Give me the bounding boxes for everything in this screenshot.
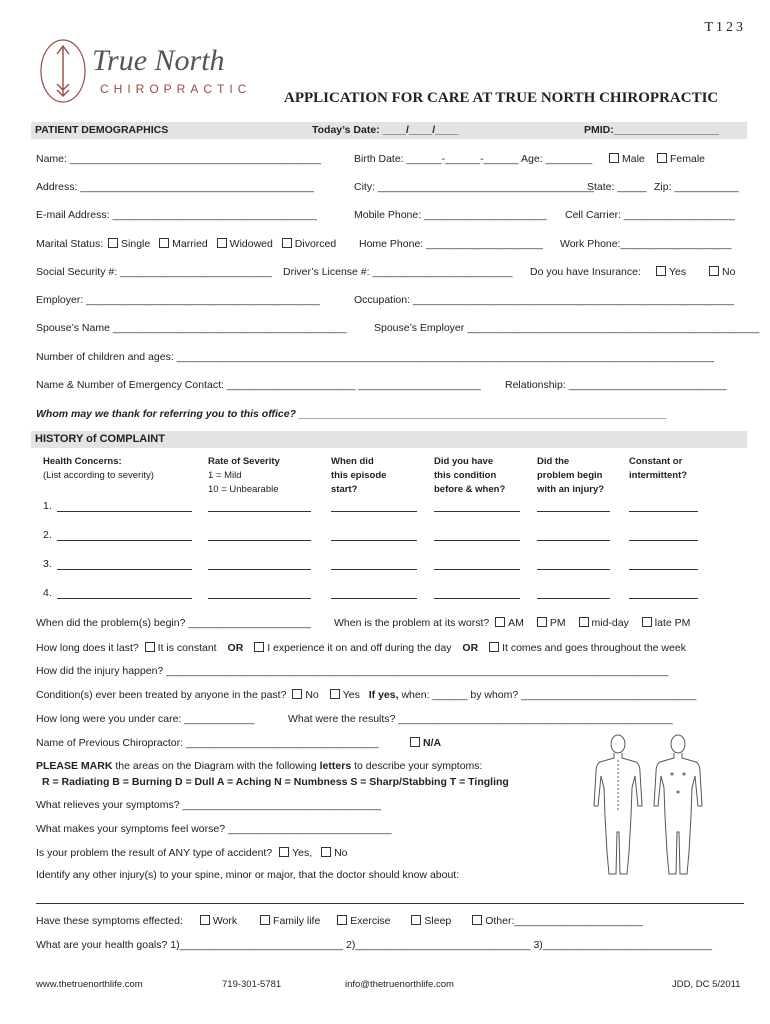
history-row-number: 2. [43, 529, 52, 541]
history-header: HISTORY of COMPLAINT [35, 433, 165, 445]
exercise-checkbox[interactable]: Exercise [323, 915, 390, 927]
body-diagram-icon[interactable] [588, 732, 708, 884]
page-title: APPLICATION FOR CARE AT TRUE NORTH CHIROPRACTIC [284, 90, 719, 106]
email-field[interactable]: E-mail Address: ___________________________________ [36, 209, 317, 221]
history-row-2-col-5-field[interactable] [537, 540, 610, 541]
demographics-header: PATIENT DEMOGRAPHICS [35, 124, 169, 136]
male-label: Male [622, 153, 645, 165]
history-row-4-col-5-field[interactable] [537, 598, 610, 599]
problem-worst-question: When is the problem at its worst? AM PM mid-day late PM [334, 617, 691, 629]
history-row-number: 1. [43, 500, 52, 512]
symptoms-effected-question: Have these symptoms effected: Work Family life Exercise Sleep Other:______________________ [36, 915, 643, 927]
other-injury-line[interactable] [36, 903, 744, 904]
on-off-checkbox[interactable]: I experience it on and off during the day [254, 642, 451, 654]
previous-chiropractor-field[interactable]: Name of Previous Chiropractor: _________________________________ [36, 737, 379, 749]
spouse-name-field[interactable]: Spouse’s Name ________________________________________ [36, 322, 347, 334]
history-row-1-col-3-field[interactable] [331, 511, 417, 512]
zip-field[interactable]: Zip: ___________ [654, 181, 739, 193]
footer-phone: 719-301-5781 [222, 979, 282, 990]
cell-carrier-field[interactable]: Cell Carrier: ___________________ [565, 209, 735, 221]
history-row-1-col-5-field[interactable] [537, 511, 610, 512]
treated-when-field[interactable]: when: ______ by whom? ______________________________ [401, 689, 697, 701]
history-row-4-col-6-field[interactable] [629, 598, 698, 599]
treated-yes-checkbox[interactable]: Yes [322, 689, 360, 701]
col-injury: Did the problem begin with an injury? [537, 456, 605, 495]
other-checkbox[interactable]: Other:______________________ [454, 915, 643, 927]
logo [38, 38, 252, 104]
work-phone-field[interactable]: Work Phone:___________________ [560, 238, 732, 250]
state-field[interactable]: State: _____ [587, 181, 647, 193]
problem-begin-field[interactable]: When did the problem(s) begin? _____________________ [36, 617, 311, 629]
footer-website[interactable]: www.thetruenorthlife.com [36, 979, 143, 990]
divorced-checkbox[interactable]: Divorced [276, 238, 336, 250]
col-when-start: When did this episode start? [331, 456, 387, 495]
history-row-1-col-6-field[interactable] [629, 511, 698, 512]
female-label: Female [670, 153, 706, 165]
history-row-4-col-3-field[interactable] [331, 598, 417, 599]
comes-goes-checkbox[interactable]: It comes and goes throughout the week [489, 642, 686, 654]
symptom-codes: R = Radiating B = Burning D = Dull A = Aching N = Numbness S = Sharp/Stabbing T = Tingling [42, 776, 509, 788]
history-row-1-col-4-field[interactable] [434, 511, 520, 512]
injury-happen-field[interactable]: How did the injury happen? ______________________________________________________________________________________ [36, 665, 669, 677]
work-checkbox[interactable]: Work [186, 915, 237, 927]
ssn-field[interactable]: Social Security #: __________________________ [36, 266, 272, 278]
single-checkbox[interactable]: Single [106, 238, 150, 250]
birth-date-field[interactable]: Birth Date: ______-______-______ [354, 153, 519, 165]
history-row-4-col-1-field[interactable] [57, 598, 192, 599]
age-field[interactable]: Age: ________ [521, 153, 593, 165]
history-row-number: 3. [43, 558, 52, 570]
health-goals-field[interactable]: What are your health goals? 1)____________________________ 2)______________________________ 3)_____________________________ [36, 939, 713, 951]
history-row-4-col-2-field[interactable] [208, 598, 311, 599]
marital-status [36, 238, 336, 250]
accident-no-checkbox[interactable]: No [315, 847, 347, 859]
col-constant: Constant or intermittent? [629, 456, 688, 481]
family-checkbox[interactable]: Family life [240, 915, 320, 927]
history-row-3-col-2-field[interactable] [208, 569, 311, 570]
history-row-3-col-1-field[interactable] [57, 569, 192, 570]
treated-past-question: Condition(s) ever been treated by anyone in the past? No Yes If yes, when: ______ by whom? ______________________________ [36, 689, 697, 701]
midday-checkbox[interactable]: mid-day [569, 617, 629, 629]
logo-name: True North [92, 44, 225, 77]
treated-no-checkbox[interactable]: No [289, 689, 318, 701]
widowed-checkbox[interactable]: Widowed [211, 238, 273, 250]
insurance-question: Do you have Insurance: [530, 266, 641, 278]
sleep-checkbox[interactable]: Sleep [393, 915, 451, 927]
how-long-last-question: How long does it last? It is constant OR I experience it on and off during the day OR It comes and goes throughout the week [36, 642, 686, 654]
employer-field[interactable]: Employer: ________________________________________ [36, 294, 320, 306]
home-phone-field[interactable]: Home Phone: ____________________ [359, 238, 543, 250]
form-code: T123 [704, 20, 746, 35]
history-row-2-col-4-field[interactable] [434, 540, 520, 541]
insurance-yes-checkbox[interactable]: Yes [656, 266, 686, 278]
compass-arrow-icon [38, 38, 88, 104]
col-severity: Rate of Severity 1 = Mild 10 = Unbearable [208, 456, 280, 495]
relationship-field[interactable]: Relationship: ___________________________ [505, 379, 727, 391]
history-row-2-col-2-field[interactable] [208, 540, 311, 541]
history-row-2-col-1-field[interactable] [57, 540, 192, 541]
emergency-contact-field[interactable]: Name & Number of Emergency Contact: ______________________ _____________________ [36, 379, 481, 391]
worse-field[interactable]: What makes your symptoms feel worse? ____________________________ [36, 823, 392, 835]
referral-field[interactable]: Whom may we thank for referring you to this office? _______________________________________________________________ [36, 408, 667, 420]
accident-yes-checkbox[interactable]: Yes, [275, 847, 312, 859]
history-row-1-col-1-field[interactable] [57, 511, 192, 512]
col-had-before: Did you have this condition before & when? [434, 456, 506, 495]
marital-label: Marital Status: [36, 238, 104, 250]
insurance-no-checkbox[interactable]: No [709, 266, 735, 278]
history-row-2-col-6-field[interactable] [629, 540, 698, 541]
occupation-field[interactable]: Occupation: _______________________________________________________ [354, 294, 735, 306]
name-field[interactable]: Name: ___________________________________________ [36, 153, 321, 165]
relieves-field[interactable]: What relieves your symptoms? __________________________________ [36, 799, 382, 811]
under-care-field[interactable]: How long were you under care: ____________ [36, 713, 255, 725]
todays-date-field[interactable]: Today’s Date: ____/____/____ [312, 124, 459, 136]
col-health-concerns: Health Concerns: (List according to severity) [43, 456, 154, 481]
female-checkbox[interactable] [657, 153, 705, 165]
constant-checkbox[interactable]: It is constant [142, 642, 217, 654]
address-field[interactable]: Address: ________________________________________ [36, 181, 314, 193]
history-row-2-col-3-field[interactable] [331, 540, 417, 541]
footer-email[interactable]: info@thetruenorthlife.com [345, 979, 454, 990]
am-checkbox[interactable]: AM [492, 617, 524, 629]
history-row-4-col-4-field[interactable] [434, 598, 520, 599]
children-field[interactable]: Number of children and ages: ____________________________________________________________________________________________ [36, 351, 714, 363]
pmid-field[interactable]: PMID:__________________ [584, 124, 719, 136]
city-field[interactable]: City: _____________________________________ [354, 181, 594, 193]
other-injury-question: Identify any other injury(s) to your spine, minor or major, that the doctor should know about: [36, 869, 460, 881]
pm-checkbox[interactable]: PM [527, 617, 566, 629]
latepm-checkbox[interactable]: late PM [632, 617, 691, 629]
footer-revision: JDD, DC 5/2011 [672, 979, 741, 990]
history-row-3-col-6-field[interactable] [629, 569, 698, 570]
spouse-employer-field[interactable]: Spouse’s Employer __________________________________________________ [374, 322, 760, 334]
history-row-number: 4. [43, 587, 52, 599]
results-field[interactable]: What were the results? _______________________________________________ [288, 713, 673, 725]
male-checkbox[interactable] [609, 153, 645, 165]
mobile-phone-field[interactable]: Mobile Phone: _____________________ [354, 209, 547, 221]
mark-instructions: PLEASE MARK the areas on the Diagram with the following letters to describe your symptoms: [36, 760, 483, 772]
history-row-3-col-3-field[interactable] [331, 569, 417, 570]
drivers-license-field[interactable]: Driver’s License #: ________________________ [283, 266, 513, 278]
logo-sub: CHIROPRACTIC [100, 82, 252, 96]
history-row-1-col-2-field[interactable] [208, 511, 311, 512]
history-row-3-col-5-field[interactable] [537, 569, 610, 570]
accident-question: Is your problem the result of ANY type of accident? Yes, No [36, 847, 348, 859]
na-checkbox[interactable]: N/A [410, 737, 441, 749]
married-checkbox[interactable]: Married [153, 238, 208, 250]
history-row-3-col-4-field[interactable] [434, 569, 520, 570]
